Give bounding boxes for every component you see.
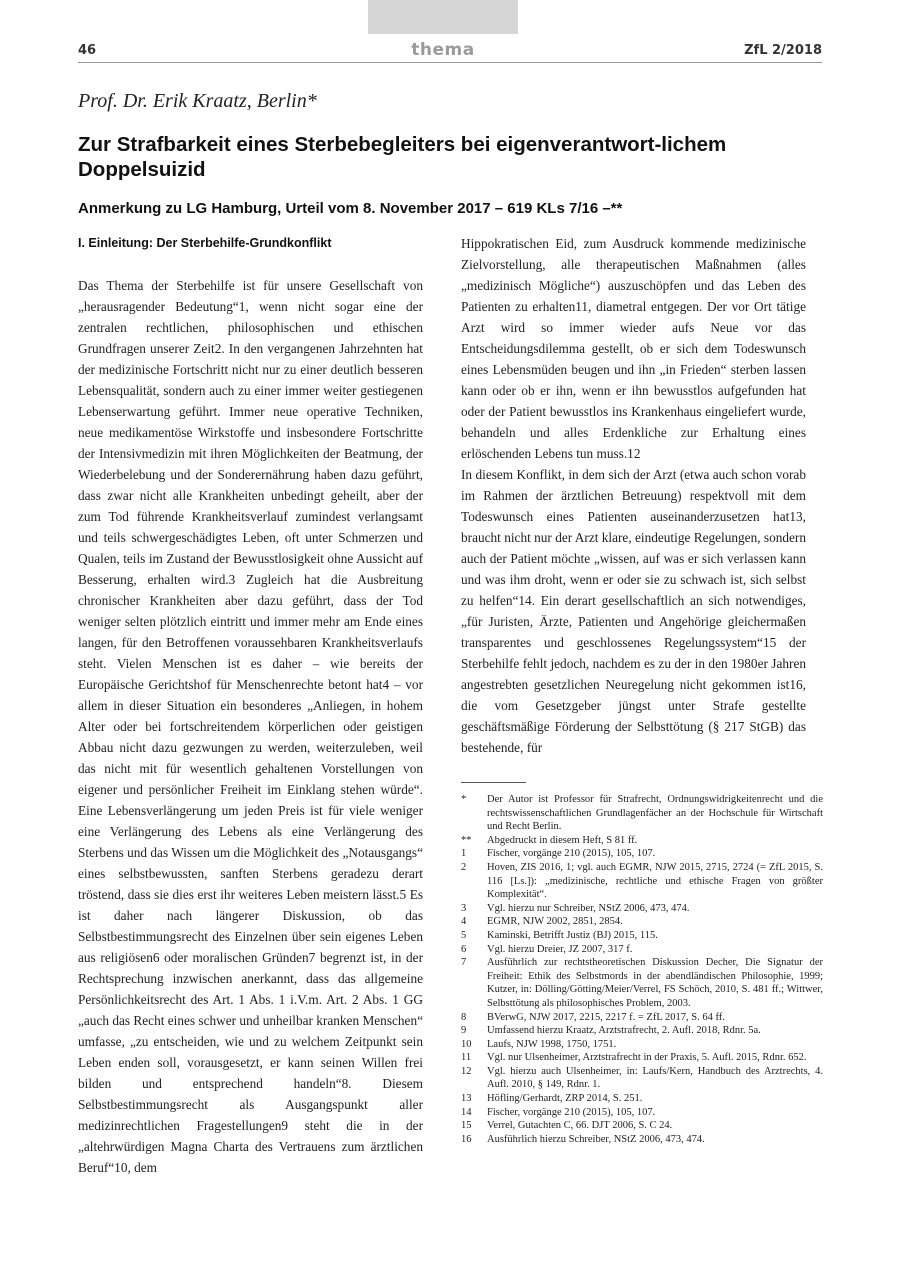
footnote — [461, 915, 823, 929]
footnote-text: Kaminski, Betrifft Justiz (BJ) 2015, 115. — [487, 929, 658, 941]
footnote-number: 6 — [461, 943, 467, 955]
footnote — [461, 1065, 823, 1092]
footnote — [461, 929, 823, 943]
right-column — [461, 233, 806, 758]
footnote — [461, 1092, 823, 1106]
footnote-text: Laufs, NJW 1998, 1750, 1751. — [487, 1038, 617, 1050]
footnote-text: Vgl. hierzu Dreier, JZ 2007, 317 f. — [487, 943, 633, 955]
footnote-text: Fischer, vorgänge 210 (2015), 105, 107. — [487, 1106, 656, 1118]
footnote-number: 2 — [461, 861, 467, 873]
journal-issue: ZfL 2/2018 — [744, 43, 822, 58]
footnote-text: Der Autor ist Professor für Strafrecht, Ordnungswidrigkeitenrecht und die rechtswissenschaftlichen Grundlagenfächer an der Hochschule für Wirtschaft und Recht Berlin. — [487, 794, 823, 833]
footnote-text: Vgl. nur Ulsenheimer, Arztstrafrecht in der Praxis, 5. Aufl. 2015, Rdnr. 652. — [487, 1052, 807, 1064]
footnote — [461, 1133, 823, 1147]
footnote-text: Verrel, Gutachten C, 66. DJT 2006, S. C 24. — [487, 1120, 673, 1132]
footnote-number: 11 — [461, 1052, 472, 1064]
body-paragraph: In diesem Konflikt, in dem sich der Arzt (etwa auch schon vorab im Rahmen der ärztlichen Betreuung) respektvoll mit dem Todeswunsch eines Patienten auseinanderzusetzen hat13, braucht nicht nur der Arzt klare, eindeutige Regelungen, sondern auch der Patient möchte „wissen, auf was er sich verlassen kann und was ihm droht, wenn er oder sie zu schwach ist, sich selbst zu helfen“14. Ein derart gesellschaftlich an sich notwendiges, „für Juristen, Ärzte, Patienten und Angehörige gleichermaßen transparentes und geschlossenes Regelungssystem“15 der Sterbehilfe fehlt jedoch, nachdem es zu der in den 1980er Jahren angestrebten gesetzlichen Neuregelung nicht gekommen ist16, die vom Gesetzgeber jüngst unter Strafe gestellte geschäftsmäßige Förderung der Selbsttötung (§ 217 StGB) das bestehende, für — [461, 467, 806, 755]
footnote-number: * — [461, 794, 467, 805]
footnote-number: 14 — [461, 1106, 472, 1118]
footnote — [461, 943, 823, 957]
footnote-number: ** — [461, 834, 472, 846]
footnote-number: 3 — [461, 902, 467, 914]
footnote — [461, 1024, 823, 1038]
footnote — [461, 861, 823, 902]
footnote — [461, 793, 823, 834]
footnote-number: 15 — [461, 1120, 472, 1132]
footnote-text: Ausführlich hierzu Schreiber, NStZ 2006, 473, 474. — [487, 1133, 705, 1145]
footnote-number: 8 — [461, 1011, 467, 1023]
footnotes — [461, 793, 823, 1146]
footnote-number: 1 — [461, 848, 467, 860]
footnote — [461, 847, 823, 861]
footnote-number: 10 — [461, 1038, 472, 1050]
footnote-number: 5 — [461, 929, 467, 941]
footnote — [461, 956, 823, 1010]
article-author: Prof. Dr. Erik Kraatz, Berlin* — [78, 90, 317, 112]
footnote-rule — [461, 782, 526, 783]
footnote-text: Abgedruckt in diesem Heft, S 81 ff. — [487, 834, 638, 846]
page-number: 46 — [78, 43, 97, 58]
footnote-number: 7 — [461, 957, 467, 969]
footnote — [461, 1011, 823, 1025]
footnote-text: Fischer, vorgänge 210 (2015), 105, 107. — [487, 848, 656, 860]
footnote — [461, 834, 823, 848]
footnote-text: Vgl. hierzu auch Ulsenheimer, in: Laufs/Kern, Handbuch des Arztrechts, 4. Aufl. 2010, § 149, Rdnr. 1. — [487, 1065, 823, 1091]
footnote — [461, 902, 823, 916]
footnote-number: 16 — [461, 1133, 472, 1145]
footnote — [461, 1106, 823, 1120]
footnote-number: 4 — [461, 916, 467, 928]
footnote — [461, 1119, 823, 1133]
footnote-number: 13 — [461, 1093, 472, 1105]
section-tab-label: thema — [411, 40, 475, 60]
article-subtitle: Anmerkung zu LG Hamburg, Urteil vom 8. November 2017 – 619 KLs 7/16 –** — [78, 200, 623, 217]
footnote-text: Hoven, ZIS 2016, 1; vgl. auch EGMR, NJW 2015, 2715, 2724 (= ZfL 2015, S. 116 [Ls.]): „medizinische, rechtliche und ethische Fragen von größter Komplexität“. — [487, 861, 823, 901]
footnote-text: Ausführlich zur rechtstheoretischen Diskussion Decher, Die Signatur der Freiheit: Ethik des Selbstmords in der abendländischen Philosophie, 1999; Kutzer, in: Dölling/Götting/Meier/Verrel, FS Schöch, 2010, S. 481 ff.; Wittwer, Selbsttötung als philosophisches Problem, 2003. — [487, 957, 823, 1009]
body-paragraph: Hippokratischen Eid, zum Ausdruck kommende medizinische Zielvorstellung, alle therapeutischen Maßnahmen (alles „medizinisch Mögliche“) auszuschöpfen und das Leben des Patienten zu erhalten11, diametral entgegen. Der vor Ort tätige Arzt wird so immer wieder aufs Neue vor das Entscheidungsdilemma gestellt, ob er sich dem Todeswunsch eines Lebensmüden beugen und ihn „in Frieden“ sterben lassen kann oder ob er ihn, wenn er ihn bewusstlos aufgefunden hat oder der Patient bewusstlos ins Krankenhaus eingeliefert wurde, behandeln und alles Erdenkliche zur Erhaltung eines erlöschenden Lebens tun muss.12 — [461, 236, 806, 461]
footnote-text: BVerwG, NJW 2017, 2215, 2217 f. = ZfL 2017, S. 64 ff. — [487, 1011, 725, 1023]
footnote-number: 12 — [461, 1065, 472, 1077]
footnote-text: EGMR, NJW 2002, 2851, 2854. — [487, 916, 623, 928]
footnote-number: 9 — [461, 1025, 467, 1037]
section-tab-background — [368, 0, 518, 34]
footnote-text: Umfassend hierzu Kraatz, Arztstrafrecht, 2. Aufl. 2018, Rdnr. 5a. — [487, 1025, 761, 1037]
header-rule — [78, 62, 822, 63]
footnote-text: Vgl. hierzu nur Schreiber, NStZ 2006, 473, 474. — [487, 902, 690, 914]
article-title: Zur Strafbarkeit eines Sterbebegleiters bei eigenverantwort-lichem Doppelsuizid — [78, 133, 727, 181]
footnote — [461, 1038, 823, 1052]
section-heading: I. Einleitung: Der Sterbehilfe-Grundkonflikt — [78, 236, 332, 250]
body-paragraph: Das Thema der Sterbehilfe ist für unsere Gesellschaft von „herausragender Bedeutung“1, wenn nicht sogar eine der zentralen rechtlichen, philosophischen und ethischen Grundfragen unserer Zeit2. In den vergangenen Jahrzehnten hat der medizinische Fortschritt nicht nur zu einer deutlich besseren Lebensqualität, sondern auch zu einer immer weiter gestiegenen Lebenserwartung geführt. Immer neue operative Techniken, neue medikamentöse Wirkstoffe und insbesondere Fortschritte der Intensivmedizin mit ihren Möglichkeiten der Beatmung, der Wiederbelebung und der Sonderernährung haben dazu geführt, dass zwar nicht alle Krankheiten unbedingt geheilt, aber der zum Tod führende Krankheitsverlauf zumindest verlangsamt und teils schwergeschädigtes Leben, oft unter Schmerzen und Qualen, teils im Zustand der Bewusstlosigkeit ohne Aussicht auf Besserung, erhalten wird.3 Zugleich hat die Ausbreitung chronischer Krankheiten aber dazu geführt, dass der Tod weniger selten plötzlich eintritt und immer mehr am Ende eines langen, für den Betroffenen voraussehbaren Krankheitsverlaufs steht. Vielen Menschen ist es daher – wie bereits der Europäische Gerichtshof für Menschenrechte betont hat4 – vor allem in dieser Situation ein besonderes „Anliegen, in hohem Alter oder bei fortschreitendem körperlichen oder geistigen Abbau nicht dazu gezwungen zu werden, weiterzuleben, weil das nicht mit für wesentlich gehaltenen Vorstellungen von eigener und persönlicher Freiheit im Einklang stehen würde“. Eine Lebensverlängerung um jeden Preis ist für viele weniger eine Verlängerung des Lebens als eine Verlängerung des Sterbens und das Wissen um die Möglichkeit des „Notausgangs“ eines selbstbewussten, sanften Sterbens geradezu derart tröstend, dass sie dies erst ihr weiteres Leben meistern lässt.5 Es ist daher nach längerer Diskussion, ob das Selbstbestimmungsrecht des Einzelnen über sein eigenes Leben aus religiösen6 oder moralischen Gründen7 begrenzt ist, in der Rechtsprechung inzwischen anerkannt, dass das allgemeine Persönlichkeitsrecht des Art. 1 Abs. 1 i.V.m. Art. 2 Abs. 1 GG „auch das Recht eines schwer und unheilbar kranken Menschen“ umfasse, „zu entscheiden, wie und zu welchem Zeitpunkt sein Leben enden soll, vorausgesetzt, er kann seinen Willen frei bilden und entsprechend handeln“8. Diesem Selbstbestimmungsrecht als Ausgangspunkt aller medizinrechtlichen Fragestellungen9 steht die in der „altehrwürdigen Magna Charta des Vertrauens zum ärztlichen Beruf“10, dem — [78, 278, 423, 1175]
footnote — [461, 1051, 823, 1065]
footnote-text: Höfling/Gerhardt, ZRP 2014, S. 251. — [487, 1093, 643, 1105]
left-column — [78, 275, 423, 1178]
